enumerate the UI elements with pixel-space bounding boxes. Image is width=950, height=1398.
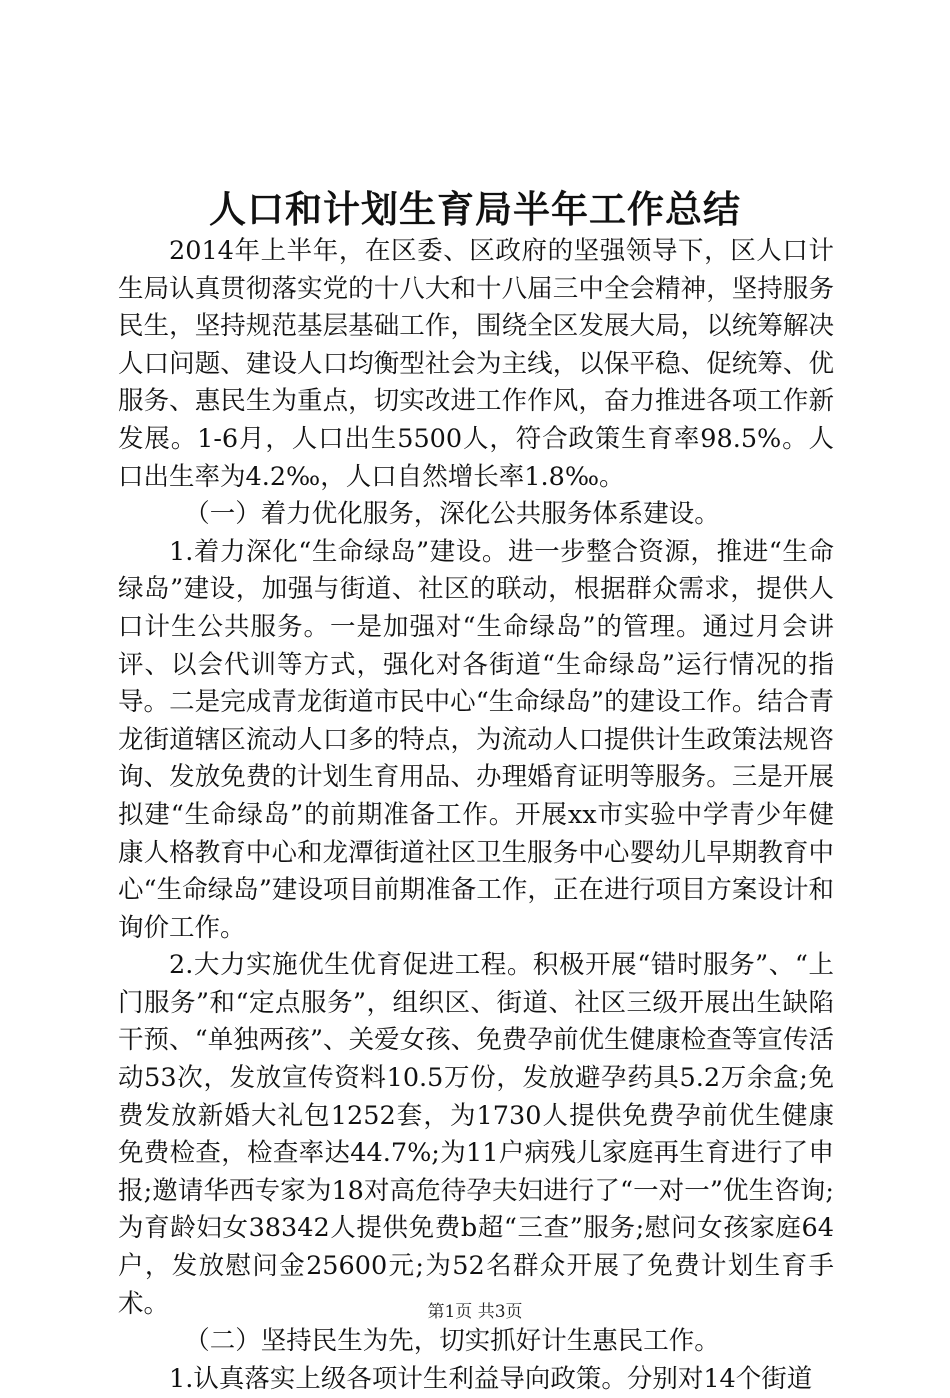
section-heading-1: （一）着力优化服务，深化公共服务体系建设。 bbox=[184, 499, 720, 530]
document-title: 人口和计划生育局半年工作总结 bbox=[209, 188, 741, 231]
document-body bbox=[118, 233, 834, 1398]
section-heading-2: （二）坚持民生为先，切实抓好计生惠民工作。 bbox=[184, 1326, 720, 1357]
body-paragraph: 1.着力深化“生命绿岛”建设。进一步整合资源，推进“生命绿岛”建设，加强与街道、社区的联动，根据群众需求，提供人口计生公共服务。一是加强对“生命绿岛”的管理。通过月会讲评、以会代训等方式，强化对各街道“生命绿岛”运行情况的指导。二是完成青龙街道市民中心“生命绿岛”的建设工作。结合青龙街道辖区流动人口多的特点，为流动人口提供计生政策法规咨询、发放免费的计划生育用品、办理婚育证明等服务。三是开展拟建“生命绿岛”的前期准备工作。开展xx市实验中学青少年健康人格教育中心和龙潭街道社区卫生服务中心婴幼儿早期教育中心“生命绿岛”建设项目前期准备工作，正在进行项目方案设计和询价工作。 bbox=[118, 536, 834, 943]
body-paragraph: 2.大力实施优生优育促进工程。积极开展“错时服务”、“上门服务”和“定点服务”，组织区、街道、社区三级开展出生缺陷干预、“单独两孩”、关爱女孩、免费孕前优生健康检查等宣传活动53次，发放宣传资料10.5万份，发放避孕药具5.2万余盒;免费发放新婚大礼包1252套，为1730人提供免费孕前优生健康免费检查，检查率达44.7%;为11户病残儿家庭再生育进行了申报;邀请华西专家为18对高危待孕夫妇进行了“一对一”优生咨询;为育龄妇女38342人提供免费b超“三查”服务;慰问女孩家庭64户，发放慰问金25600元;为52名群众开展了免费计划生育手术。 bbox=[118, 950, 834, 1319]
page-footer: 第1页 共3页 bbox=[427, 1302, 523, 1322]
intro-paragraph: 2014年上半年，在区委、区政府的坚强领导下，区人口计生局认真贯彻落实党的十八大和十八届三中全会精神，坚持服务民生，坚持规范基层基础工作，围绕全区发展大局，以统筹解决人口问题、建设人口均衡型社会为主线，以保平稳、促统筹、优服务、惠民生为重点，切实改进工作作风，奋力推进各项工作新发展。1-6月，人口出生5500人，符合政策生育率98.5%。人口出生率为4.2‰，人口自然增长率1.8‰。 bbox=[118, 236, 834, 492]
body-paragraph: 1.认真落实上级各项计生利益导向政策。分别对14个街道 bbox=[169, 1363, 813, 1394]
